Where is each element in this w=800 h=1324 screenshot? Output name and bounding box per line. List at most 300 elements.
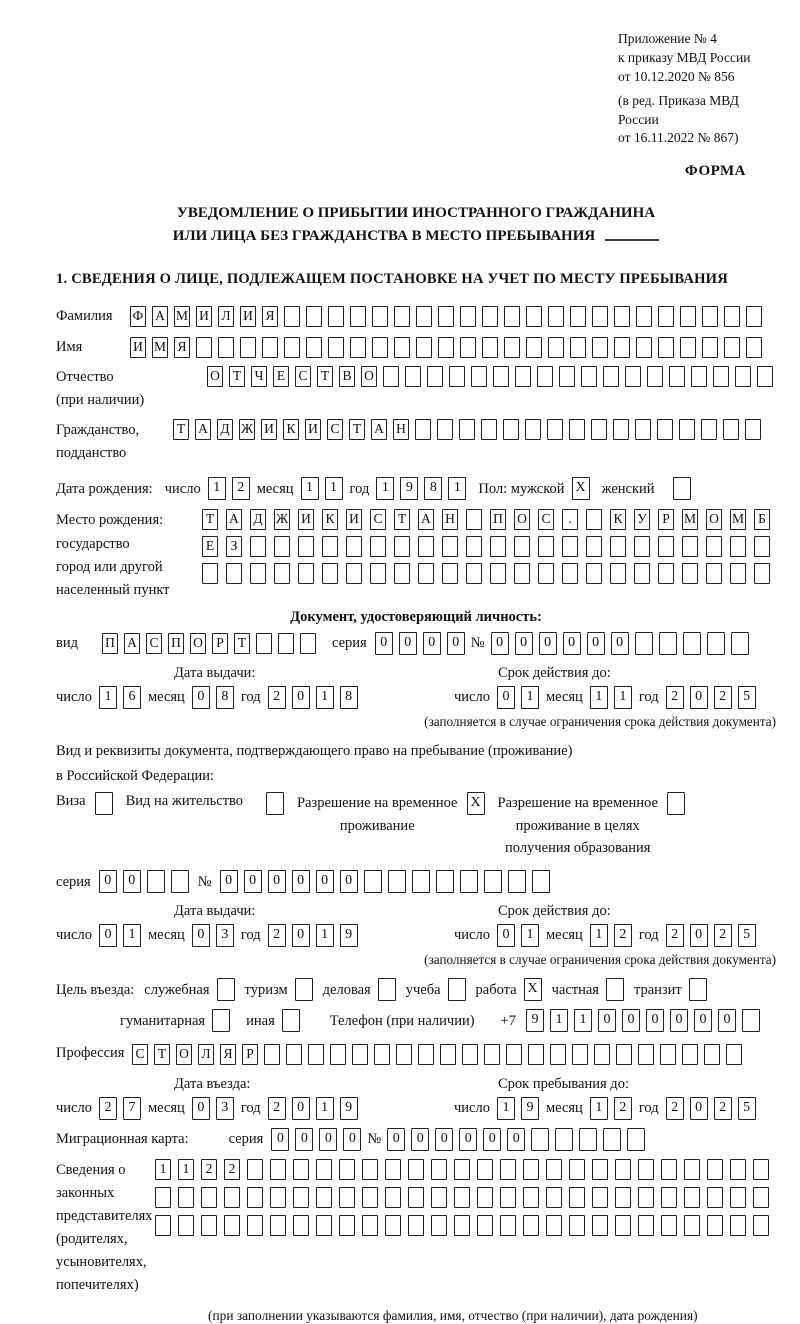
char-cell[interactable]: 0 (340, 870, 358, 893)
residence-permit-checkbox[interactable] (266, 792, 284, 815)
char-cell[interactable]: 0 (611, 632, 629, 655)
char-cell[interactable] (701, 419, 717, 440)
char-cell[interactable] (586, 509, 602, 530)
char-cell[interactable] (218, 337, 234, 358)
char-cell[interactable] (592, 337, 608, 358)
char-cell[interactable] (586, 563, 602, 584)
purpose-private-checkbox[interactable] (606, 978, 624, 1001)
stay-until-year-boxes[interactable] (666, 1097, 756, 1120)
char-cell[interactable]: X (524, 978, 542, 1001)
char-cell[interactable] (538, 536, 554, 557)
char-cell[interactable] (308, 1044, 324, 1065)
char-cell[interactable]: 0 (435, 1128, 453, 1151)
char-cell[interactable]: 1 (316, 924, 334, 947)
char-cell[interactable] (202, 563, 218, 584)
char-cell[interactable]: 0 (123, 870, 141, 893)
char-cell[interactable] (330, 1044, 346, 1065)
char-cell[interactable] (328, 306, 344, 327)
char-cell[interactable]: Е (273, 366, 289, 387)
char-cell[interactable] (606, 978, 624, 1001)
entry-day-boxes[interactable] (99, 1097, 141, 1120)
char-cell[interactable] (374, 1044, 390, 1065)
birth-day-boxes[interactable] (208, 477, 250, 500)
char-cell[interactable]: 1 (325, 477, 343, 500)
char-cell[interactable] (615, 1159, 631, 1180)
char-cell[interactable] (339, 1215, 355, 1236)
char-cell[interactable] (638, 1159, 654, 1180)
char-cell[interactable]: 8 (424, 477, 442, 500)
char-cell[interactable] (466, 563, 482, 584)
char-cell[interactable]: 1 (208, 477, 226, 500)
char-cell[interactable] (638, 1215, 654, 1236)
char-cell[interactable] (408, 1159, 424, 1180)
stay-issue-day-boxes[interactable] (99, 924, 141, 947)
char-cell[interactable] (625, 366, 641, 387)
char-cell[interactable] (638, 1044, 654, 1065)
char-cell[interactable]: С (370, 509, 386, 530)
char-cell[interactable] (270, 1187, 286, 1208)
char-cell[interactable]: 0 (423, 632, 441, 655)
char-cell[interactable] (746, 306, 762, 327)
char-cell[interactable] (454, 1215, 470, 1236)
char-cell[interactable]: 0 (99, 924, 117, 947)
char-cell[interactable]: М (152, 337, 168, 358)
char-cell[interactable]: 2 (614, 924, 632, 947)
char-cell[interactable] (427, 366, 443, 387)
representatives-boxes-row2[interactable] (155, 1187, 769, 1208)
char-cell[interactable]: 1 (99, 686, 117, 709)
char-cell[interactable]: 0 (670, 1009, 688, 1032)
char-cell[interactable]: И (261, 419, 277, 440)
char-cell[interactable] (477, 1187, 493, 1208)
char-cell[interactable]: 0 (646, 1009, 664, 1032)
id-valid-day-boxes[interactable] (497, 686, 539, 709)
char-cell[interactable] (362, 1159, 378, 1180)
char-cell[interactable] (448, 978, 466, 1001)
char-cell[interactable]: 0 (375, 632, 393, 655)
char-cell[interactable]: А (371, 419, 387, 440)
char-cell[interactable]: 2 (268, 1097, 286, 1120)
char-cell[interactable] (707, 1159, 723, 1180)
char-cell[interactable] (684, 1215, 700, 1236)
char-cell[interactable] (350, 306, 366, 327)
char-cell[interactable]: М (682, 509, 698, 530)
char-cell[interactable] (293, 1159, 309, 1180)
char-cell[interactable] (350, 337, 366, 358)
char-cell[interactable]: 0 (192, 924, 210, 947)
char-cell[interactable] (658, 563, 674, 584)
char-cell[interactable] (661, 1215, 677, 1236)
stay-series-boxes[interactable] (99, 870, 189, 893)
char-cell[interactable] (658, 536, 674, 557)
char-cell[interactable] (707, 1215, 723, 1236)
char-cell[interactable] (659, 632, 677, 655)
char-cell[interactable]: П (168, 633, 184, 654)
char-cell[interactable] (683, 632, 701, 655)
char-cell[interactable]: Я (262, 306, 278, 327)
char-cell[interactable] (723, 419, 739, 440)
char-cell[interactable] (523, 1159, 539, 1180)
char-cell[interactable]: 0 (292, 924, 310, 947)
char-cell[interactable] (226, 563, 242, 584)
char-cell[interactable] (724, 306, 740, 327)
char-cell[interactable] (742, 1009, 760, 1032)
profession-boxes[interactable] (132, 1044, 742, 1065)
char-cell[interactable]: Т (234, 633, 250, 654)
char-cell[interactable]: 5 (738, 924, 756, 947)
char-cell[interactable] (684, 1159, 700, 1180)
char-cell[interactable]: 0 (192, 1097, 210, 1120)
char-cell[interactable]: 1 (497, 1097, 515, 1120)
char-cell[interactable] (201, 1215, 217, 1236)
char-cell[interactable]: 1 (301, 477, 319, 500)
representatives-boxes-row1[interactable] (155, 1159, 769, 1180)
purpose-business-checkbox[interactable] (378, 978, 396, 1001)
char-cell[interactable] (514, 563, 530, 584)
char-cell[interactable] (647, 366, 663, 387)
char-cell[interactable] (610, 536, 626, 557)
char-cell[interactable] (362, 1187, 378, 1208)
char-cell[interactable] (270, 1159, 286, 1180)
char-cell[interactable]: Ф (130, 306, 146, 327)
char-cell[interactable] (394, 563, 410, 584)
char-cell[interactable] (746, 337, 762, 358)
char-cell[interactable]: 1 (123, 924, 141, 947)
char-cell[interactable] (322, 536, 338, 557)
firstname-boxes[interactable] (130, 337, 762, 358)
char-cell[interactable]: 0 (694, 1009, 712, 1032)
birth-month-boxes[interactable] (301, 477, 343, 500)
char-cell[interactable] (680, 337, 696, 358)
char-cell[interactable] (500, 1187, 516, 1208)
char-cell[interactable] (669, 366, 685, 387)
char-cell[interactable] (316, 1159, 332, 1180)
char-cell[interactable] (460, 337, 476, 358)
stay-valid-month-boxes[interactable] (590, 924, 632, 947)
purpose-official-checkbox[interactable] (217, 978, 235, 1001)
char-cell[interactable] (506, 1044, 522, 1065)
char-cell[interactable] (217, 978, 235, 1001)
id-valid-year-boxes[interactable] (666, 686, 756, 709)
char-cell[interactable]: 0 (319, 1128, 337, 1151)
char-cell[interactable]: У (634, 509, 650, 530)
char-cell[interactable]: 2 (232, 477, 250, 500)
char-cell[interactable]: Ж (274, 509, 290, 530)
char-cell[interactable]: О (176, 1044, 192, 1065)
char-cell[interactable] (418, 563, 434, 584)
char-cell[interactable]: 7 (123, 1097, 141, 1120)
char-cell[interactable] (754, 536, 770, 557)
char-cell[interactable] (286, 1044, 302, 1065)
char-cell[interactable] (635, 419, 651, 440)
char-cell[interactable]: Н (442, 509, 458, 530)
char-cell[interactable] (484, 870, 502, 893)
char-cell[interactable]: 2 (666, 924, 684, 947)
char-cell[interactable]: Л (218, 306, 234, 327)
char-cell[interactable]: А (418, 509, 434, 530)
char-cell[interactable] (247, 1159, 263, 1180)
char-cell[interactable] (569, 419, 585, 440)
char-cell[interactable] (298, 563, 314, 584)
entry-month-boxes[interactable] (192, 1097, 234, 1120)
char-cell[interactable]: Д (217, 419, 233, 440)
char-cell[interactable] (328, 337, 344, 358)
char-cell[interactable] (569, 1215, 585, 1236)
surname-boxes[interactable] (130, 306, 762, 327)
char-cell[interactable]: 0 (99, 870, 117, 893)
char-cell[interactable] (460, 870, 478, 893)
char-cell[interactable] (503, 419, 519, 440)
char-cell[interactable] (657, 419, 673, 440)
char-cell[interactable]: А (152, 306, 168, 327)
stay-valid-year-boxes[interactable] (666, 924, 756, 947)
char-cell[interactable] (385, 1215, 401, 1236)
char-cell[interactable] (224, 1215, 240, 1236)
purpose-work-checkbox[interactable] (524, 978, 542, 1001)
char-cell[interactable]: 0 (497, 686, 515, 709)
char-cell[interactable]: М (174, 306, 190, 327)
char-cell[interactable] (504, 337, 520, 358)
char-cell[interactable]: 0 (563, 632, 581, 655)
char-cell[interactable] (634, 536, 650, 557)
char-cell[interactable] (660, 1044, 676, 1065)
char-cell[interactable] (442, 536, 458, 557)
char-cell[interactable] (661, 1187, 677, 1208)
char-cell[interactable]: 1 (448, 477, 466, 500)
char-cell[interactable]: П (102, 633, 118, 654)
char-cell[interactable]: 8 (340, 686, 358, 709)
char-cell[interactable]: С (295, 366, 311, 387)
char-cell[interactable] (372, 306, 388, 327)
char-cell[interactable] (702, 306, 718, 327)
char-cell[interactable]: 1 (316, 1097, 334, 1120)
char-cell[interactable]: 0 (343, 1128, 361, 1151)
char-cell[interactable] (532, 870, 550, 893)
char-cell[interactable]: Р (242, 1044, 258, 1065)
char-cell[interactable] (691, 366, 707, 387)
char-cell[interactable] (538, 563, 554, 584)
char-cell[interactable] (440, 1044, 456, 1065)
char-cell[interactable] (408, 1215, 424, 1236)
char-cell[interactable] (284, 337, 300, 358)
char-cell[interactable] (735, 366, 751, 387)
stay-valid-day-boxes[interactable] (497, 924, 539, 947)
purpose-humanitarian-checkbox[interactable] (212, 1009, 230, 1032)
char-cell[interactable]: А (124, 633, 140, 654)
char-cell[interactable] (247, 1187, 263, 1208)
char-cell[interactable] (570, 337, 586, 358)
char-cell[interactable] (658, 306, 674, 327)
char-cell[interactable] (592, 306, 608, 327)
char-cell[interactable] (753, 1215, 769, 1236)
char-cell[interactable] (680, 306, 696, 327)
char-cell[interactable]: Д (250, 509, 266, 530)
char-cell[interactable] (493, 366, 509, 387)
char-cell[interactable]: 8 (216, 686, 234, 709)
char-cell[interactable] (339, 1159, 355, 1180)
char-cell[interactable] (250, 536, 266, 557)
char-cell[interactable] (460, 306, 476, 327)
char-cell[interactable] (370, 536, 386, 557)
char-cell[interactable] (753, 1159, 769, 1180)
char-cell[interactable]: 5 (738, 686, 756, 709)
char-cell[interactable] (525, 419, 541, 440)
char-cell[interactable] (436, 870, 454, 893)
char-cell[interactable] (706, 536, 722, 557)
char-cell[interactable] (449, 366, 465, 387)
char-cell[interactable] (431, 1215, 447, 1236)
char-cell[interactable]: И (305, 419, 321, 440)
char-cell[interactable] (594, 1044, 610, 1065)
char-cell[interactable] (284, 306, 300, 327)
char-cell[interactable] (586, 536, 602, 557)
char-cell[interactable]: Е (202, 536, 218, 557)
char-cell[interactable] (438, 306, 454, 327)
char-cell[interactable] (613, 419, 629, 440)
sex-female-checkbox[interactable] (673, 477, 691, 500)
char-cell[interactable] (147, 870, 165, 893)
char-cell[interactable] (730, 563, 746, 584)
char-cell[interactable] (274, 536, 290, 557)
char-cell[interactable] (415, 419, 431, 440)
char-cell[interactable]: П (490, 509, 506, 530)
char-cell[interactable]: 0 (539, 632, 557, 655)
char-cell[interactable]: 0 (292, 870, 310, 893)
char-cell[interactable]: Т (394, 509, 410, 530)
id-type-boxes[interactable] (102, 633, 316, 654)
char-cell[interactable] (262, 337, 278, 358)
char-cell[interactable] (730, 1187, 746, 1208)
char-cell[interactable] (250, 563, 266, 584)
stay-issue-year-boxes[interactable] (268, 924, 358, 947)
char-cell[interactable] (462, 1044, 478, 1065)
char-cell[interactable] (352, 1044, 368, 1065)
id-issue-year-boxes[interactable] (268, 686, 358, 709)
migration-number-boxes[interactable] (387, 1128, 645, 1151)
char-cell[interactable] (581, 366, 597, 387)
char-cell[interactable]: 0 (295, 1128, 313, 1151)
char-cell[interactable] (730, 1159, 746, 1180)
char-cell[interactable] (684, 1187, 700, 1208)
char-cell[interactable] (339, 1187, 355, 1208)
char-cell[interactable] (706, 563, 722, 584)
char-cell[interactable] (405, 366, 421, 387)
char-cell[interactable]: 0 (244, 870, 262, 893)
char-cell[interactable] (306, 337, 322, 358)
char-cell[interactable] (702, 337, 718, 358)
char-cell[interactable]: И (298, 509, 314, 530)
char-cell[interactable]: 1 (155, 1159, 171, 1180)
char-cell[interactable]: К (322, 509, 338, 530)
char-cell[interactable]: 1 (590, 686, 608, 709)
char-cell[interactable] (372, 337, 388, 358)
birth-place-boxes-row1[interactable] (202, 509, 770, 530)
char-cell[interactable]: С (538, 509, 554, 530)
char-cell[interactable] (615, 1187, 631, 1208)
char-cell[interactable]: 0 (192, 686, 210, 709)
char-cell[interactable]: 2 (714, 1097, 732, 1120)
char-cell[interactable]: 0 (271, 1128, 289, 1151)
char-cell[interactable] (95, 792, 113, 815)
char-cell[interactable]: 9 (340, 1097, 358, 1120)
char-cell[interactable] (416, 337, 432, 358)
char-cell[interactable] (673, 477, 691, 500)
char-cell[interactable] (570, 306, 586, 327)
char-cell[interactable]: Б (754, 509, 770, 530)
char-cell[interactable] (247, 1215, 263, 1236)
char-cell[interactable] (508, 870, 526, 893)
char-cell[interactable] (562, 563, 578, 584)
char-cell[interactable] (306, 306, 322, 327)
char-cell[interactable]: 6 (123, 686, 141, 709)
id-number-boxes[interactable] (491, 632, 749, 655)
char-cell[interactable]: 5 (738, 1097, 756, 1120)
char-cell[interactable] (661, 1159, 677, 1180)
char-cell[interactable] (274, 563, 290, 584)
char-cell[interactable]: 2 (666, 686, 684, 709)
char-cell[interactable] (627, 1128, 645, 1151)
char-cell[interactable] (490, 536, 506, 557)
char-cell[interactable] (526, 337, 542, 358)
char-cell[interactable] (592, 1159, 608, 1180)
char-cell[interactable] (559, 366, 575, 387)
char-cell[interactable] (635, 632, 653, 655)
id-series-boxes[interactable] (375, 632, 465, 655)
purpose-transit-checkbox[interactable] (689, 978, 707, 1001)
char-cell[interactable] (454, 1159, 470, 1180)
char-cell[interactable] (658, 337, 674, 358)
char-cell[interactable] (155, 1187, 171, 1208)
char-cell[interactable] (240, 337, 256, 358)
char-cell[interactable] (346, 563, 362, 584)
char-cell[interactable] (528, 1044, 544, 1065)
char-cell[interactable] (523, 1187, 539, 1208)
char-cell[interactable]: 9 (400, 477, 418, 500)
char-cell[interactable] (484, 1044, 500, 1065)
char-cell[interactable]: Р (658, 509, 674, 530)
char-cell[interactable] (224, 1187, 240, 1208)
char-cell[interactable] (546, 1187, 562, 1208)
char-cell[interactable] (548, 306, 564, 327)
char-cell[interactable] (346, 536, 362, 557)
char-cell[interactable] (412, 870, 430, 893)
char-cell[interactable]: О (514, 509, 530, 530)
char-cell[interactable]: Я (174, 337, 190, 358)
char-cell[interactable]: 0 (718, 1009, 736, 1032)
char-cell[interactable]: Р (212, 633, 228, 654)
char-cell[interactable]: 0 (316, 870, 334, 893)
purpose-study-checkbox[interactable] (448, 978, 466, 1001)
char-cell[interactable] (378, 978, 396, 1001)
char-cell[interactable] (155, 1215, 171, 1236)
char-cell[interactable] (636, 306, 652, 327)
char-cell[interactable] (731, 632, 749, 655)
char-cell[interactable]: 9 (340, 924, 358, 947)
char-cell[interactable]: 0 (622, 1009, 640, 1032)
stay-until-month-boxes[interactable] (590, 1097, 632, 1120)
char-cell[interactable] (591, 419, 607, 440)
sex-male-checkbox[interactable] (572, 477, 590, 500)
char-cell[interactable]: 2 (224, 1159, 240, 1180)
char-cell[interactable] (579, 1128, 597, 1151)
char-cell[interactable] (264, 1044, 280, 1065)
char-cell[interactable]: И (346, 509, 362, 530)
char-cell[interactable]: 2 (201, 1159, 217, 1180)
char-cell[interactable]: 0 (268, 870, 286, 893)
char-cell[interactable] (482, 337, 498, 358)
char-cell[interactable] (442, 563, 458, 584)
char-cell[interactable]: 9 (521, 1097, 539, 1120)
